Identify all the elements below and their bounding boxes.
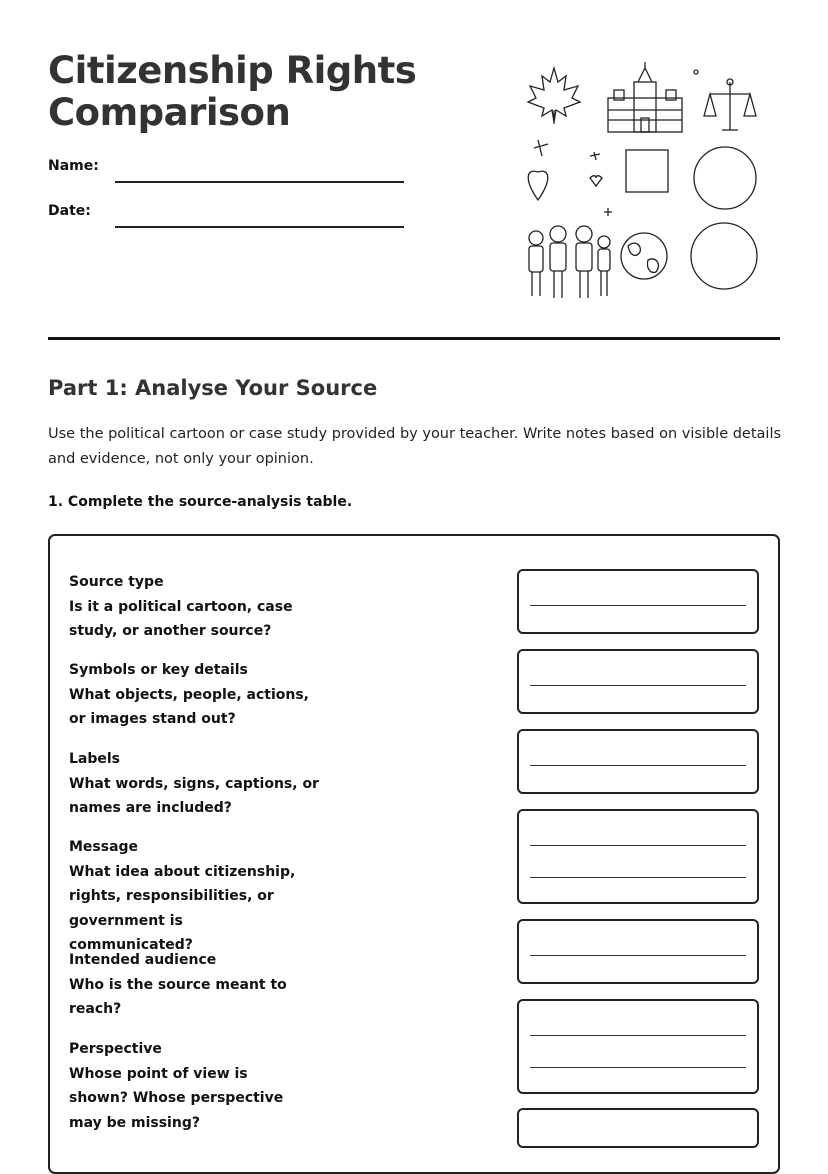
row-message [69,835,309,958]
row-prompt: What idea about citizenship, rights, responsibilities, or government is communicated? [69,863,296,953]
answer-box-intended-audience[interactable] [517,919,759,984]
row-label: Perspective [69,1041,162,1057]
answer-line [530,685,746,686]
section-divider [48,337,780,340]
answer-line [530,877,746,878]
date-label: Date: [48,203,91,219]
date-field-row [48,203,468,233]
circle-icon-bottom [691,223,757,289]
heart-icon [528,171,602,200]
answer-line [530,765,746,766]
row-perspective [69,1037,309,1135]
row-symbols [69,658,319,732]
answer-box-labels[interactable] [517,729,759,794]
row-label: Intended audience [69,952,217,968]
citizenship-illustration [514,60,774,310]
part-1-instructions: Use the political cartoon or case study provided by your teacher. Write notes based on visible details and evidence, not only your opinion. [48,426,782,467]
row-prompt: Is it a political cartoon, case study, or another source? [69,598,293,639]
row-label: Symbols or key details [69,662,248,678]
row-label: Source type [69,574,164,590]
worksheet-header [48,50,468,233]
sparkle-icon [534,140,612,216]
row-source-type [69,570,319,644]
date-line[interactable] [115,226,404,228]
scales-of-justice-icon [704,79,756,130]
dot-icon [694,70,698,74]
row-prompt: What objects, people, actions, or images stand out? [69,686,309,727]
answer-box-message[interactable] [517,809,759,904]
answer-line [530,845,746,846]
part-1-title: Part 1: Analyse Your Source [48,376,378,400]
maple-leaf-icon [528,68,580,124]
row-labels [69,747,319,821]
globe-icon [621,233,667,279]
row-prompt: What words, signs, captions, or names are included? [69,775,319,816]
circle-icon [694,147,756,209]
name-line[interactable] [115,181,404,183]
row-prompt: Whose point of view is shown? Whose perspective may be missing? [69,1065,284,1131]
people-group-icon [529,226,610,298]
row-label: Labels [69,751,121,767]
answer-line [530,605,746,606]
answer-box-source-type[interactable] [517,569,759,634]
row-intended-audience [69,948,289,1022]
parliament-building-icon [608,62,682,132]
question-1: 1. Complete the source-analysis table. [48,494,353,510]
row-label: Message [69,839,139,855]
square-icon [626,150,668,192]
answer-box-next[interactable] [517,1108,759,1148]
answer-line [530,1067,746,1068]
page-title: Citizenship Rights Comparison [48,49,417,134]
answer-box-symbols[interactable] [517,649,759,714]
answer-line [530,955,746,956]
name-field-row [48,158,468,188]
answer-line [530,1035,746,1036]
name-label: Name: [48,158,99,174]
row-prompt: Who is the source meant to reach? [69,976,287,1017]
answer-box-perspective[interactable] [517,999,759,1094]
